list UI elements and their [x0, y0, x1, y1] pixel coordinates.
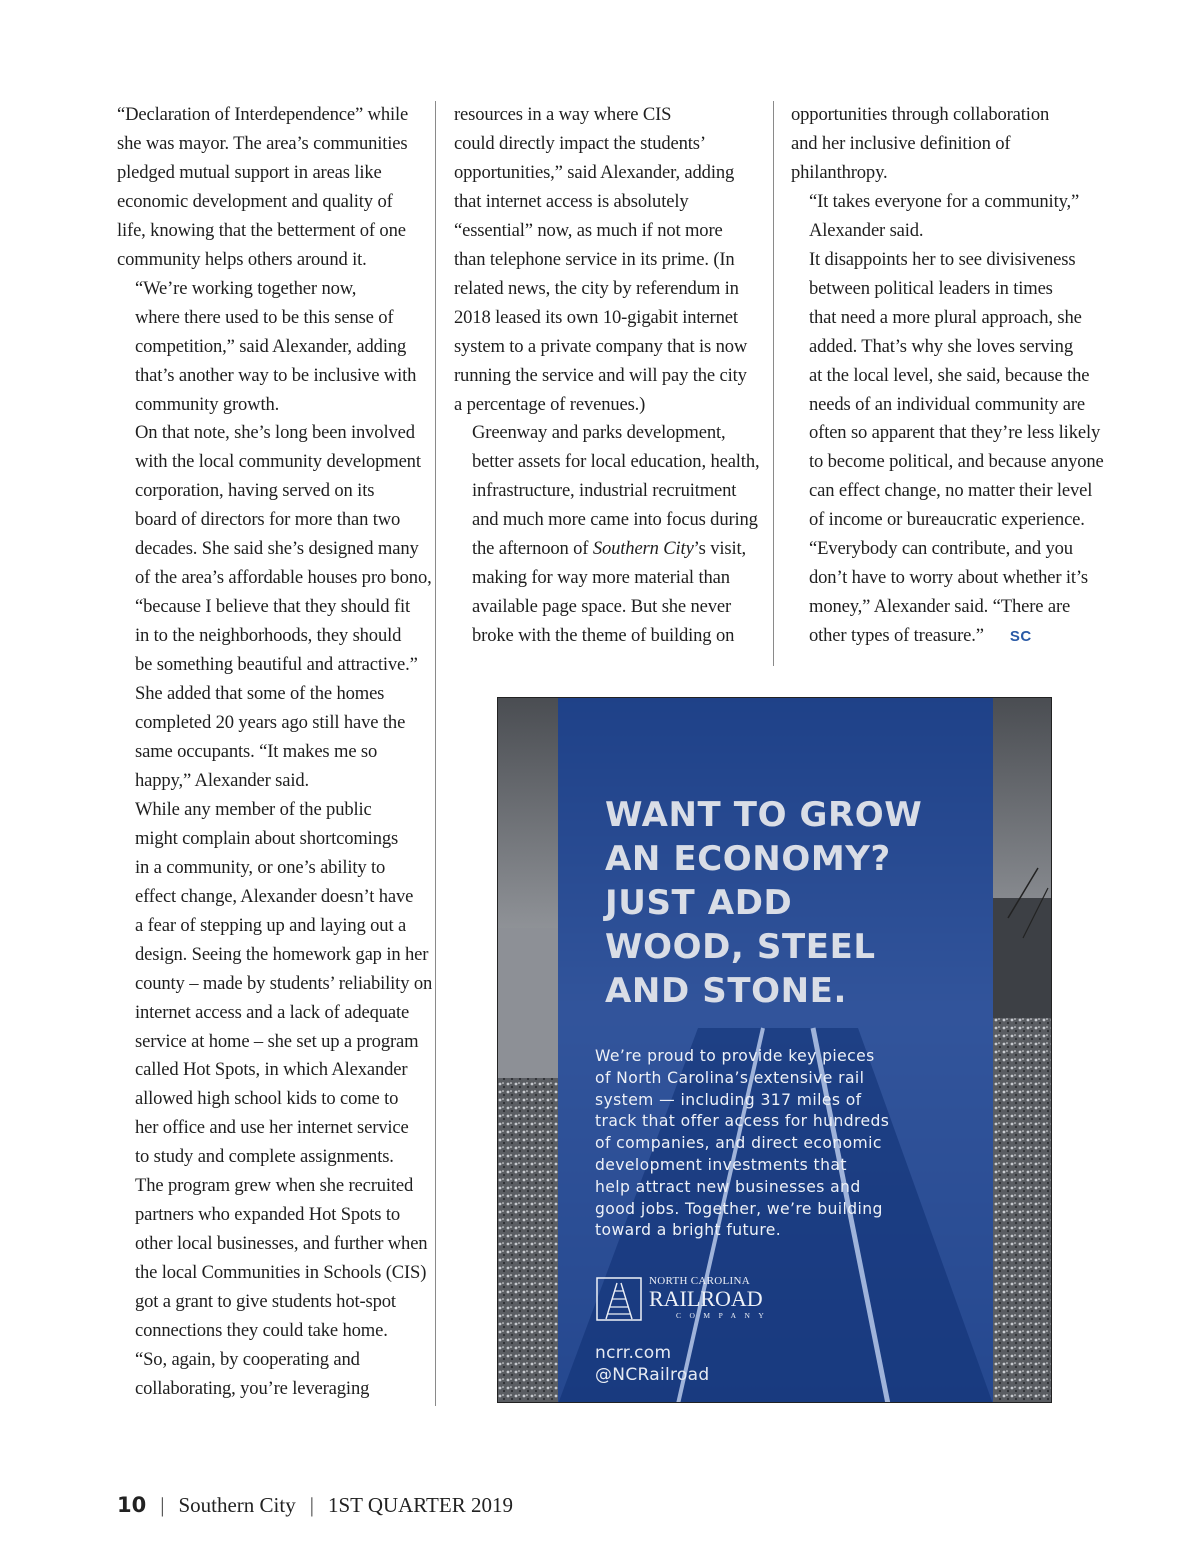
text-line: philanthropy. [791, 161, 888, 183]
text-line: could directly impact the students’ [454, 132, 706, 154]
magazine-name: Southern City [178, 1493, 296, 1517]
column-divider [435, 101, 436, 1406]
publication-title: Southern City [592, 538, 694, 560]
text-line: where there used to be this sense of [135, 306, 394, 328]
text-line: available page space. But she never [472, 596, 732, 618]
text-line: of income or bureaucratic experience. [809, 509, 1085, 531]
text-line: On that note, she’s long been involved [135, 422, 415, 444]
ad-body-line: of companies, and direct economic [595, 1134, 882, 1153]
headline-line: WANT TO GROW [605, 795, 923, 835]
article-paragraph [117, 419, 432, 795]
article-paragraph [117, 101, 422, 275]
ad-social-handle[interactable]: @NCRailroad [595, 1365, 710, 1385]
text-line: can effect change, no matter their level [809, 480, 1093, 502]
text-line: in a community, or one’s ability to [135, 856, 386, 878]
text-line: connections they could take home. [135, 1320, 388, 1342]
text-line: making for way more material than [472, 567, 730, 589]
article-paragraph [454, 101, 759, 419]
text-line: she was mayor. The area’s communities [117, 132, 408, 154]
text-line: “It takes everyone for a community,” [809, 190, 1080, 212]
text-line: of the area’s affordable houses pro bono, [135, 567, 432, 589]
logo-text-sub: COMPANY [676, 1311, 773, 1320]
text-line [791, 622, 1096, 652]
text-line: “We’re working together now, [135, 277, 357, 299]
article-paragraph [791, 188, 1096, 246]
article-column-2 [454, 101, 759, 651]
ad-body-line: help attract new businesses and [595, 1177, 861, 1196]
ad-body-line: toward a bright future. [595, 1221, 782, 1240]
text-line: called Hot Spots, in which Alexander [135, 1059, 408, 1081]
article-column-1 [117, 101, 433, 1404]
text-line: decades. She said she’s designed many [135, 538, 419, 560]
text-line: related news, the city by referendum in [454, 277, 739, 299]
ad-body-line: development investments that [595, 1155, 847, 1174]
headline-line: AN ECONOMY? [605, 839, 891, 879]
text-line: internet access and a lack of adequate [135, 1001, 410, 1023]
text-fragment: other types of treasure.” [809, 625, 984, 647]
text-line: Alexander said. [809, 219, 924, 241]
text-line: to study and complete assignments. [135, 1146, 394, 1168]
text-line: money,” Alexander said. “There are [809, 596, 1071, 618]
text-line: “Everybody can contribute, and you [809, 538, 1073, 560]
text-line: board of directors for more than two [135, 509, 401, 531]
issue-label: 1ST QUARTER 2019 [327, 1493, 513, 1517]
text-line: to become political, and because anyone [809, 451, 1104, 473]
text-line: that need a more plural approach, she [809, 306, 1082, 328]
text-line: broke with the theme of building on [472, 625, 735, 647]
ad-headline [605, 793, 965, 1013]
text-line: be something beautiful and attractive.” [135, 654, 418, 676]
ad-body-text [595, 1046, 945, 1242]
article-paragraph [117, 275, 422, 420]
text-line: better assets for local education, health, [472, 451, 760, 473]
article-paragraph [791, 246, 1104, 536]
text-line: completed 20 years ago still have the [135, 712, 406, 734]
footer-separator: | [160, 1493, 165, 1517]
text-line: a fear of stepping up and laying out a [135, 914, 407, 936]
railroad-track-icon [596, 1277, 642, 1321]
text-line: partners who expanded Hot Spots to [135, 1204, 400, 1226]
text-line: The program grew when she recruited [135, 1175, 414, 1197]
text-line: allowed high school kids to come to [135, 1088, 399, 1110]
text-line: resources in a way where CIS [454, 104, 672, 125]
text-line: in to the neighborhoods, they should [135, 625, 402, 647]
text-line: got a grant to give students hot-spot [135, 1291, 396, 1313]
text-line: She added that some of the homes [135, 683, 385, 705]
text-line: community helps others around it. [117, 248, 367, 270]
text-line: at the local level, she said, because the [809, 364, 1090, 386]
text-line: the local Communities in Schools (CIS) [135, 1262, 427, 1284]
text-line: needs of an individual community are [809, 393, 1086, 415]
text-line: “Declaration of Interdependence” while [117, 104, 409, 125]
end-mark: SC [1009, 628, 1032, 646]
text-line: happy,” Alexander said. [135, 769, 309, 791]
headline-line: JUST ADD [605, 883, 793, 923]
text-line: competition,” said Alexander, adding [135, 335, 407, 357]
text-line: “So, again, by cooperating and [135, 1348, 360, 1370]
text-line: economic development and quality of [117, 190, 393, 212]
text-line: pledged mutual support in areas like [117, 161, 382, 183]
article-paragraph [454, 419, 759, 651]
text-line: infrastructure, industrial recruitment [472, 480, 737, 502]
ncrr-logo [596, 1275, 776, 1323]
text-line: system to a private company that is now [454, 335, 748, 357]
text-line: collaborating, you’re leveraging [135, 1377, 370, 1399]
text-line: Greenway and parks development, [472, 422, 726, 444]
article-column-3 [791, 101, 1104, 652]
article-paragraph [791, 101, 1096, 188]
text-line: same occupants. “It makes me so [135, 740, 378, 762]
text-line: opportunities,” said Alexander, adding [454, 161, 735, 183]
text-line: “because I believe that they should fit [135, 596, 411, 618]
page-number: 10 [117, 1493, 147, 1517]
text-line: opportunities through collaboration [791, 104, 1050, 125]
text-line: with the local community development [135, 451, 421, 473]
text-line: community growth. [135, 393, 280, 415]
text-line: added. That’s why she loves serving [809, 335, 1073, 357]
text-line: other local businesses, and further when [135, 1233, 428, 1255]
text-line: While any member of the public [135, 798, 372, 820]
ad-body-line: good jobs. Together, we’re building [595, 1199, 883, 1218]
headline-line: AND STONE. [605, 971, 848, 1011]
text-line: and much more came into focus during [472, 509, 758, 531]
article-paragraph [117, 796, 433, 1346]
ad-body-line: We’re proud to provide key pieces [595, 1047, 875, 1065]
text-fragment: the afternoon of [472, 538, 593, 560]
text-line: design. Seeing the homework gap in her [135, 943, 429, 965]
logo-text-top: NORTH CAROLINA [649, 1275, 751, 1287]
page-footer [117, 1493, 513, 1523]
text-line: that internet access is absolutely [454, 190, 689, 212]
column-divider [773, 101, 774, 666]
text-line: 2018 leased its own 10-gigabit internet [454, 306, 738, 328]
headline-line: WOOD, STEEL [605, 927, 876, 967]
footer-separator: | [309, 1493, 314, 1517]
ad-body-line: track that offer access for hundreds [595, 1112, 890, 1131]
text-line: life, knowing that the betterment of one [117, 219, 406, 241]
text-line: don’t have to worry about whether it’s [809, 567, 1088, 589]
text-line: her office and use her internet service [135, 1117, 409, 1139]
railroad-advertisement [497, 697, 1052, 1403]
text-line: running the service and will pay the city [454, 364, 747, 386]
text-line: a percentage of revenues.) [454, 393, 646, 415]
text-line: between political leaders in times [809, 277, 1053, 299]
text-line: service at home – she set up a program [135, 1030, 419, 1052]
text-line: and her inclusive definition of [791, 132, 1011, 154]
ad-website-link[interactable]: ncrr.com [595, 1343, 672, 1363]
text-line: that’s another way to be inclusive with [135, 364, 417, 386]
text-line: corporation, having served on its [135, 480, 375, 502]
text-line: “essential” now, as much if not more [454, 219, 723, 241]
logo-text-main: RAILROAD [649, 1286, 763, 1311]
text-line: often so apparent that they’re less likely [809, 422, 1101, 444]
text-line: It disappoints her to see divisiveness [809, 248, 1076, 270]
text-fragment: ’s visit, [693, 538, 747, 560]
text-line [454, 535, 759, 564]
text-line: effect change, Alexander doesn’t have [135, 885, 414, 907]
text-line: than telephone service in its prime. (In [454, 248, 735, 270]
text-line: county – made by students’ reliability on [135, 972, 433, 994]
article-paragraph [117, 1346, 422, 1404]
ad-body-line: of North Carolina’s extensive rail [595, 1068, 865, 1087]
ad-contact [595, 1342, 709, 1386]
article-paragraph [791, 535, 1096, 652]
ad-body-line: system — including 317 miles of [595, 1090, 862, 1109]
text-line: might complain about shortcomings [135, 827, 399, 849]
